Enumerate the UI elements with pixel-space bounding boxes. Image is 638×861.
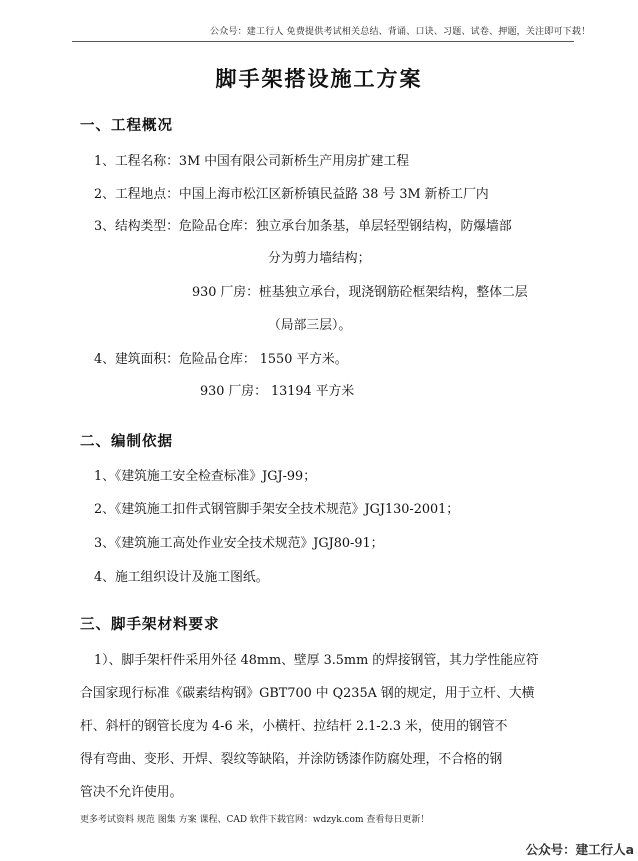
overview-item-structure: 3、结构类型：危险品仓库：独立承台加条基，单层轻型钢结构，防爆墙部	[94, 219, 512, 234]
materials-paragraph-line: 合国家现行标准《碳素结构钢》GBT700 中 Q235A 钢的规定，用于立杆、大横	[80, 686, 535, 701]
section-heading-materials: 三、脚手架材料要求	[80, 617, 220, 633]
footer-note: 更多考试资料 规范 图集 方案 课程、CAD 软件下载官网：wdzyk.com 查看每日更新！	[80, 815, 430, 825]
basis-item: 4、施工组织设计及施工图纸。	[94, 570, 269, 585]
overview-item-area: 4、建筑面积：危险品仓库： 1550 平方米。	[94, 352, 348, 367]
overview-item-930-structure: 930 厂房：桩基独立承台，现浇钢筋砼框架结构，整体二层	[192, 285, 528, 300]
overview-item-930-structure-cont: （局部三层）。	[268, 318, 352, 333]
section-heading-overview: 一、工程概况	[80, 118, 173, 134]
document-title: 脚手架搭设施工方案	[215, 67, 423, 91]
header-note: 公众号：建工行人 免费提供考试相关总结、背诵、口诀、习题、试卷、押题，关注即可下载！	[210, 27, 591, 37]
materials-paragraph-line: 得有弯曲、变形、开焊、裂纹等缺陷，并涂防锈漆作防腐处理，不合格的钢	[80, 752, 503, 767]
header-divider	[72, 41, 574, 42]
materials-paragraph-line: 杆、斜杆的钢管长度为 4-6 米，小横杆、拉结杆 2.1-2.3 米，使用的钢管不	[80, 719, 508, 734]
overview-item-location: 2、工程地点：中国上海市松江区新桥镇民益路 38 号 3M 新桥工厂内	[94, 187, 489, 202]
footer-brand: 公众号：建工行人a	[525, 842, 634, 857]
overview-item-930-area: 930 厂房： 13194 平方米	[200, 384, 355, 399]
basis-item: 2、《建筑施工扣件式钢管脚手架安全技术规范》JGJ130-2001；	[94, 502, 460, 517]
basis-item: 3、《建筑施工高处作业安全技术规范》JGJ80-91；	[94, 536, 384, 551]
section-heading-basis: 二、编制依据	[80, 434, 173, 450]
overview-item-name: 1、工程名称：3M 中国有限公司新桥生产用房扩建工程	[94, 154, 409, 169]
basis-item: 1、《建筑施工安全检查标准》JGJ-99；	[94, 469, 316, 484]
materials-paragraph-line: 管决不允许使用。	[80, 785, 183, 800]
overview-item-structure-cont: 分为剪力墙结构；	[268, 251, 371, 266]
materials-paragraph-line: 1）、脚手架杆件采用外径 48mm、壁厚 3.5mm 的焊接钢管，其力学性能应符	[94, 653, 539, 668]
